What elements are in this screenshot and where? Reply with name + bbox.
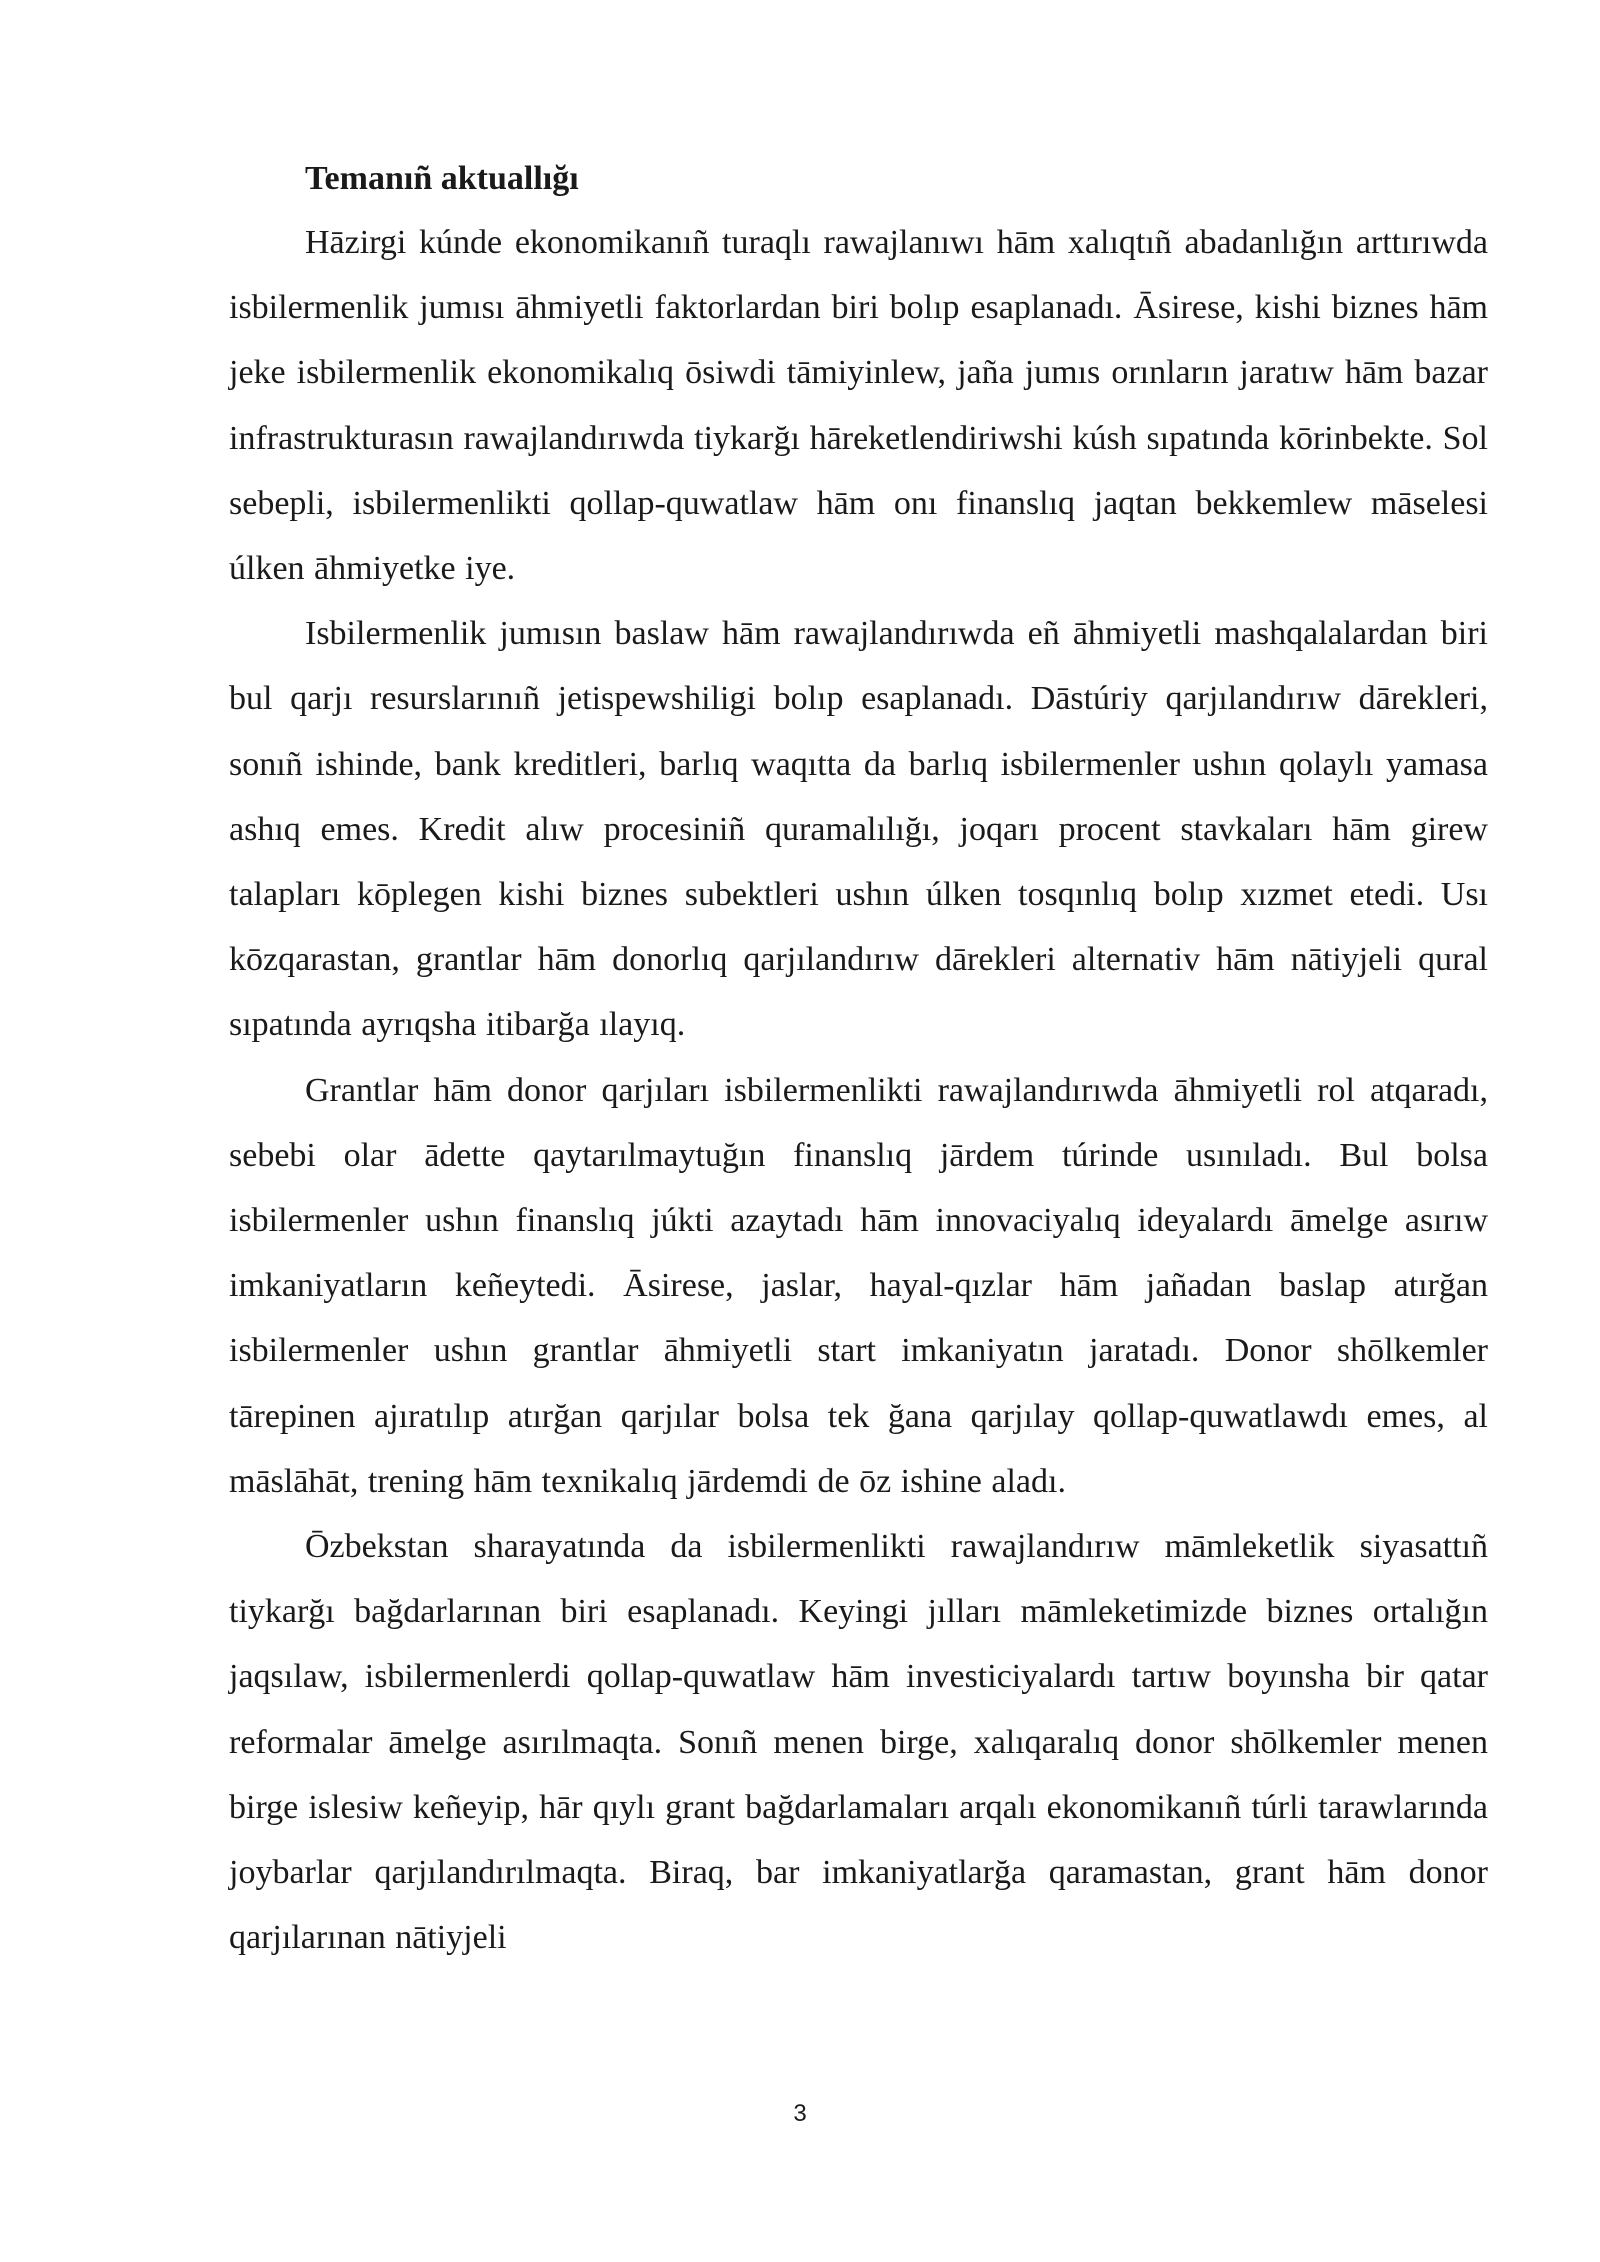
page-body — [229, 148, 1488, 1970]
paragraph-1: Hāzirgi kúnde ekonomikanıñ turaqlı rawajlanıwı hām xalıqtıñ abadanlığın arttırıwda isbilermenlik jumısı āhmiyetli faktorlardan biri bolıp esaplanadı. Āsirese, kishi biznes hām jeke isbilermenlik ekonomikalıq ōsiwdi tāmiyinlew, jaña jumıs orınların jaratıw hām bazar infrastrukturasın rawajlandırıwda tiykarğı hāreketlendiriwshi kúsh sıpatında kōrinbekte. Sol sebepli, isbilermenlikti qollap-quwatlaw hām onı finanslıq jaqtan bekkemlew māselesi úlken āhmiyetke iye. — [229, 224, 1488, 588]
paragraph-2: Isbilermenlik jumısın baslaw hām rawajlandırıwda eñ āhmiyetli mashqalalardan biri bul qarjı resurslarınıñ jetispewshiligi bolıp esaplanadı. Dāstúriy qarjılandırıw dārekleri, sonıñ ishinde, bank kreditleri, barlıq waqıtta da barlıq isbilermenler ushın qolaylı yamasa ashıq emes. Kredit alıw procesiniñ quramalılığı, joqarı procent stavkaları hām girew talapları kōplegen kishi biznes subektleri ushın úlken tosqınlıq bolıp xızmet etedi. Usı kōzqarastan, grantlar hām donorlıq qarjılandırıw dārekleri alternativ hām nātiyjeli qural sıpatında ayrıqsha itibarğa ılayıq. — [229, 615, 1488, 1044]
paragraph-3: Grantlar hām donor qarjıları isbilermenlikti rawajlandırıwda āhmiyetli rol atqaradı, sebebi olar ādette qaytarılmaytuğın finanslıq jārdem túrinde usınıladı. Bul bolsa isbilermenler ushın finanslıq júkti azaytadı hām innovaciyalıq ideyalardı āmelge asırıw imkaniyatların keñeytedi. Āsirese, jaslar, hayal-qızlar hām jañadan baslap atırğan isbilermenler ushın grantlar āhmiyetli start imkaniyatın jaratadı. Donor shōlkemler tārepinen ajıratılıp atırğan qarjılar bolsa tek ğana qarjılay qollap-quwatlawdı emes, al māslāhāt, trening hām texnikalıq jārdemdi de ōz ishine aladı. — [229, 1071, 1488, 1500]
section-heading: Temanıñ aktuallığı — [305, 160, 579, 197]
page-number: 3 — [793, 2100, 807, 2127]
paragraph-4: Ōzbekstan sharayatında da isbilermenlikti rawajlandırıw māmleketlik siyasattıñ tiykarğı bağdarlarınan biri esaplanadı. Keyingi jılları māmleketimizde biznes ortalığın jaqsılaw, isbilermenlerdi qollap-quwatlaw hām investiciyalardı tartıw boyınsha bir qatar reformalar āmelge asırılmaqta. Sonıñ menen birge, xalıqaralıq donor shōlkemler menen birge islesiw keñeyip, hār qıylı grant bağdarlamaları arqalı ekonomikanıñ túrli tarawlarında joybarlar qarjılandırılmaqta. Biraq, bar imkaniyatlarğa qaramastan, grant hām donor qarjılarınan nātiyjeli — [229, 1528, 1488, 1957]
